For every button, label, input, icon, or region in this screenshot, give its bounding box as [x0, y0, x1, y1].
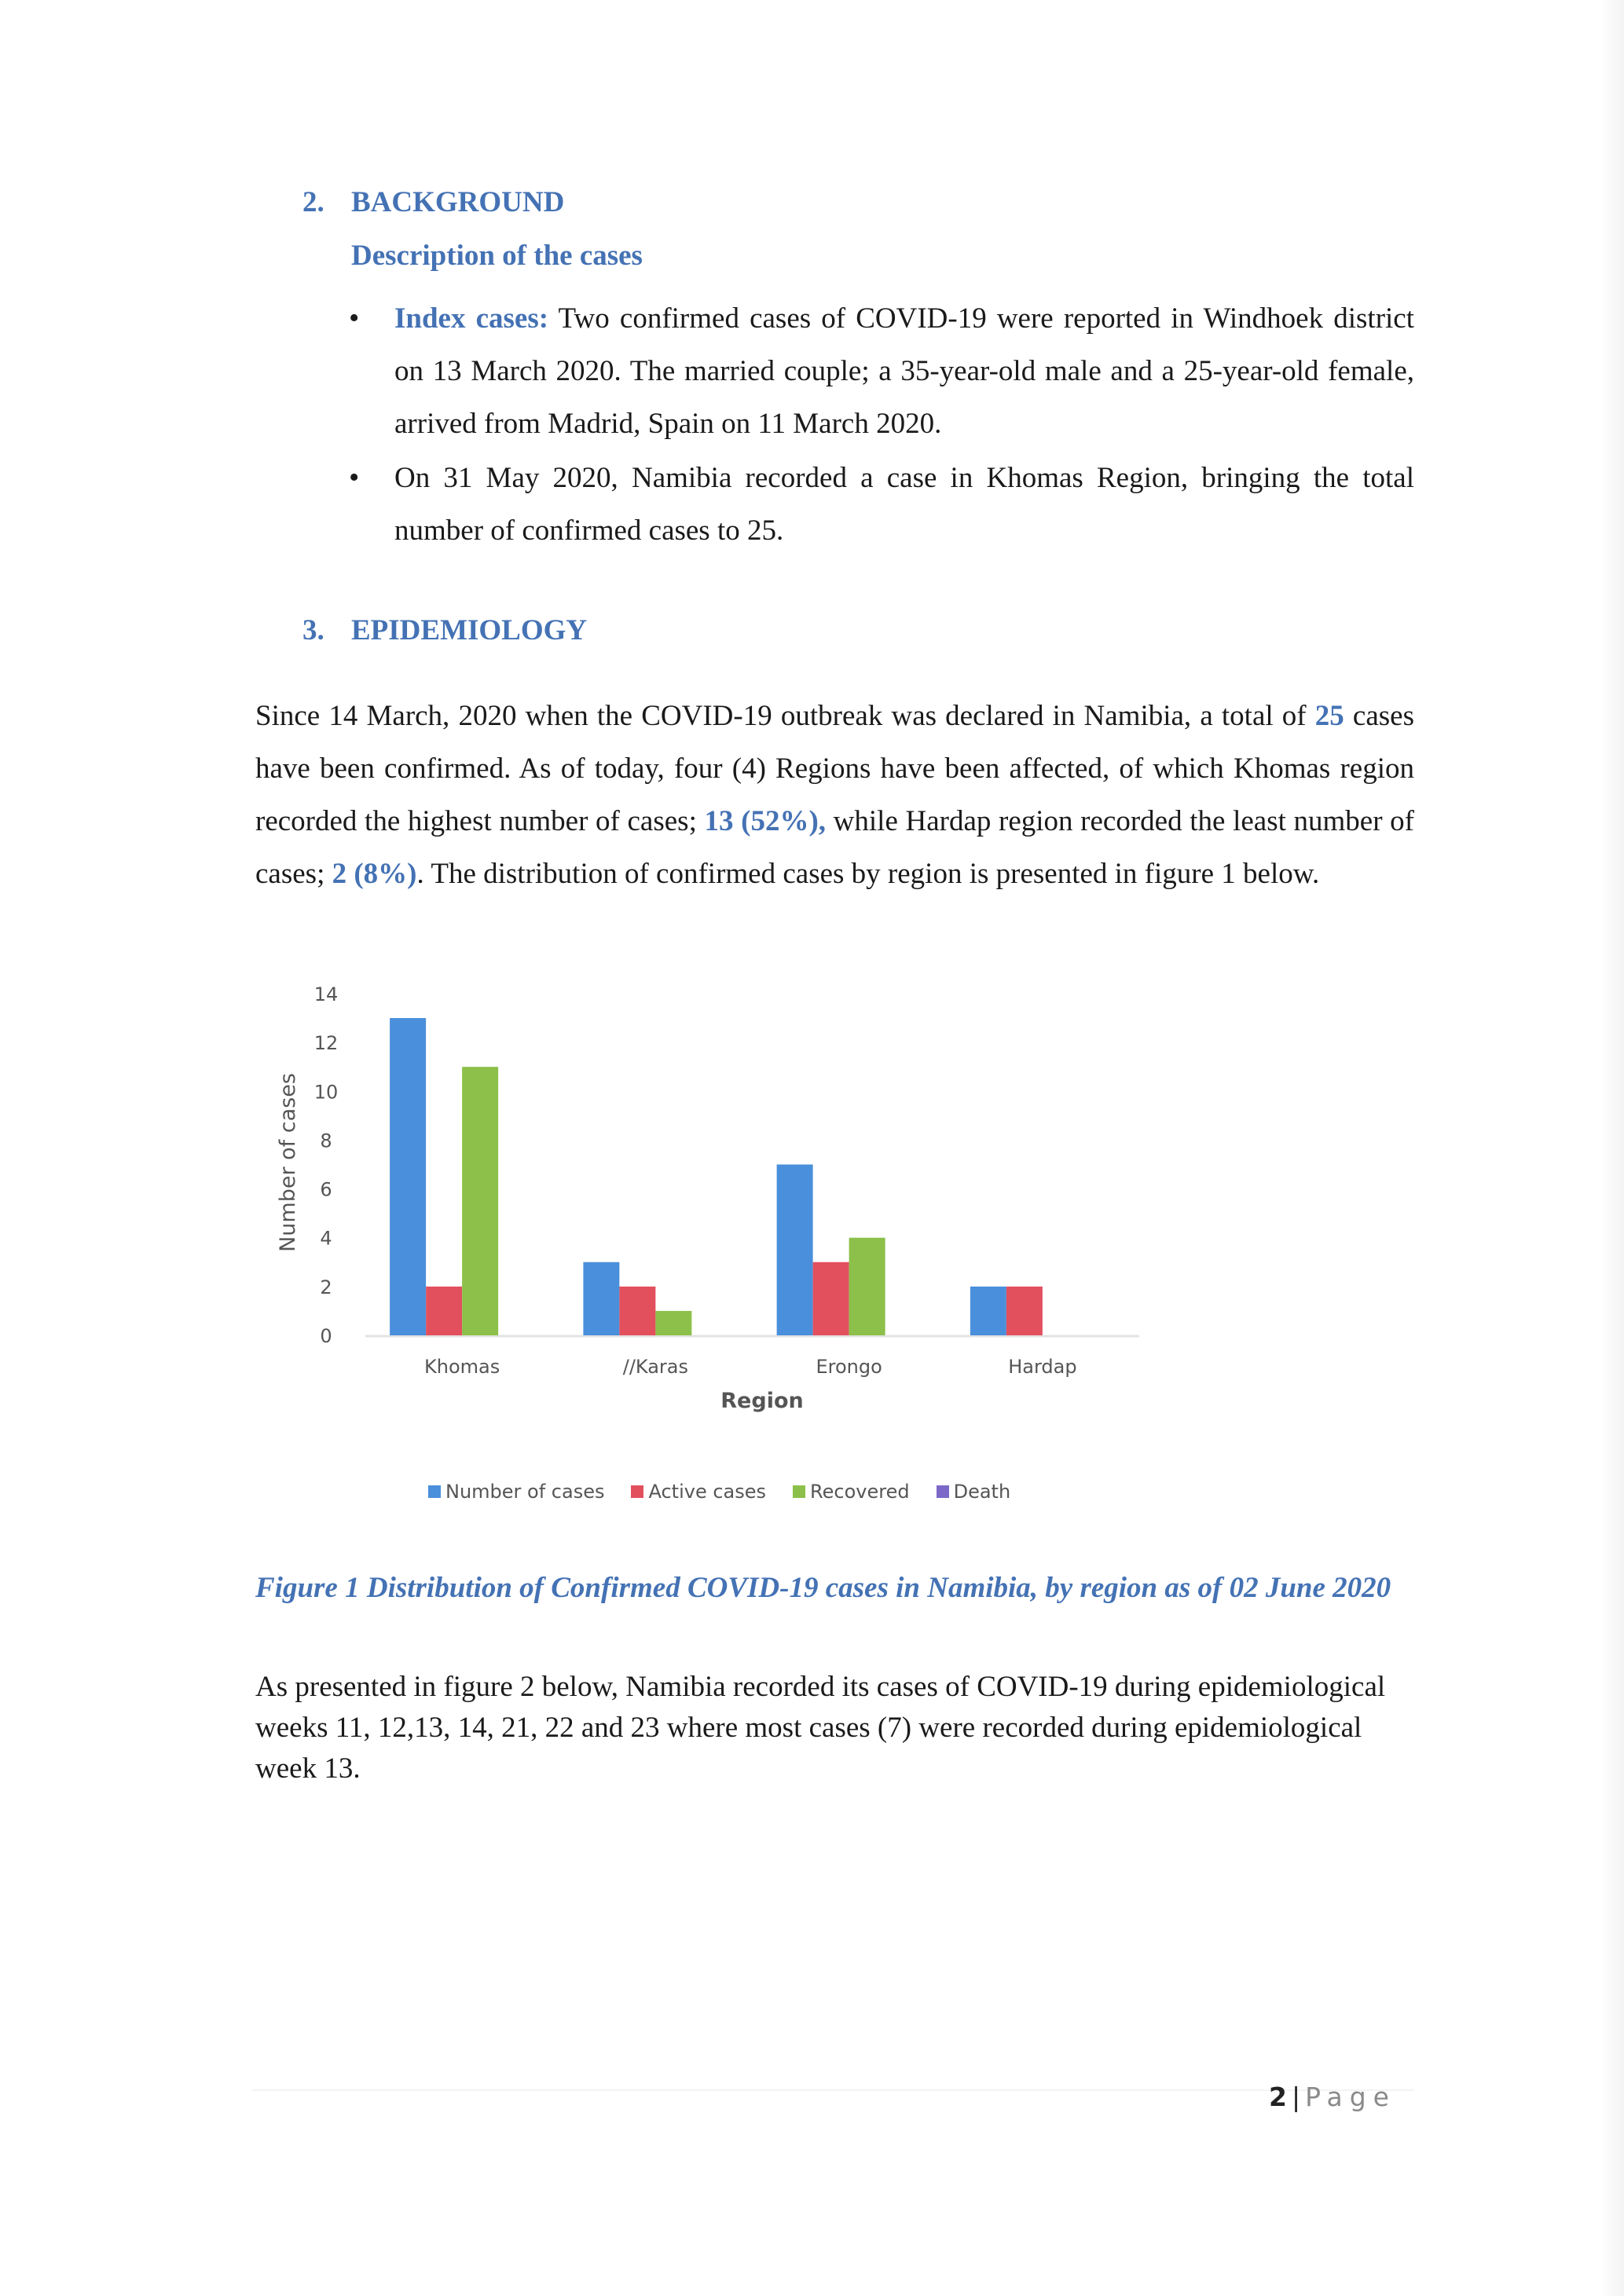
bullet-text: Two confirmed cases of COVID-19 were reported in Windhoek district on 13 March 2020. The married couple; a 35-year-old male and a 25-year-old female, arrived from Madrid, Spain on 11 March 2020. — [394, 302, 1414, 440]
chart-legend — [428, 1481, 1010, 1503]
legend-item — [428, 1481, 604, 1503]
text-run: cases have been confirmed. As of today, four (4) Regions have been affected, of which Khomas region recorded the highest number of cases; — [255, 700, 1414, 837]
y-tick-label: 0 — [320, 1325, 332, 1347]
legend-swatch — [428, 1485, 441, 1498]
y-tick-label: 6 — [320, 1178, 332, 1201]
bar-chart-svg — [259, 966, 1202, 1532]
legend-item — [937, 1481, 1011, 1503]
x-axis-ticks — [424, 1356, 1077, 1378]
legend-swatch — [793, 1485, 805, 1498]
y-tick-label: 4 — [320, 1227, 332, 1250]
bullet-text: On 31 May 2020, Namibia recorded a case in Khomas Region, bringing the total number of confirmed cases to 25. — [394, 462, 1414, 547]
y-tick-label: 14 — [313, 983, 339, 1005]
background-bullet-list — [346, 292, 1414, 557]
page-number-footer — [1269, 2082, 1396, 2112]
x-axis-label: Region — [720, 1389, 804, 1413]
x-tick-label: Erongo — [816, 1356, 882, 1378]
x-tick-label: Khomas — [424, 1356, 500, 1378]
figure-1-chart — [259, 966, 1202, 1532]
bar-recovered-khomas — [462, 1067, 498, 1335]
x-tick-label: Hardap — [1008, 1356, 1077, 1378]
text-run: Since 14 March, 2020 when the COVID-19 outbreak was declared in Namibia, a total of — [255, 700, 1315, 732]
text-run: . The distribution of confirmed cases by region is presented in figure 1 below. — [416, 858, 1320, 890]
legend-item — [793, 1481, 910, 1503]
section-heading-background — [302, 185, 564, 219]
legend-label: Recovered — [810, 1481, 910, 1503]
subheading-description: Description of the cases — [351, 240, 643, 272]
bar-recovered-erongo — [849, 1238, 885, 1335]
legend-label: Active cases — [648, 1481, 767, 1503]
section-heading-epidemiology — [302, 613, 587, 647]
bar-number-of-cases-erongo — [777, 1165, 813, 1336]
figure-caption: Figure 1 Distribution of Confirmed COVID-19 cases in Namibia, by region as of 02 June 2020 — [255, 1572, 1391, 1604]
y-axis-ticks — [314, 983, 339, 1347]
page-number: 2 — [1269, 2082, 1287, 2112]
page-label: Page — [1305, 2082, 1396, 2112]
bullet-item-index-cases — [346, 292, 1414, 450]
bar-active-cases-hardap — [1006, 1287, 1043, 1335]
y-tick-label: 10 — [313, 1081, 339, 1104]
y-tick-label: 12 — [313, 1032, 339, 1055]
section-number: 2. — [302, 186, 324, 218]
bars-group — [390, 1018, 1043, 1335]
bullet-item-may-case — [346, 452, 1414, 557]
legend-swatch — [937, 1485, 949, 1498]
bullet-lead: Index cases: — [394, 302, 549, 335]
page-edge-shadow — [1600, 0, 1624, 2296]
legend-label: Number of cases — [445, 1481, 605, 1503]
legend-item — [631, 1481, 766, 1503]
epidemiology-paragraph — [255, 690, 1414, 900]
section-title: BACKGROUND — [351, 186, 565, 218]
highlight-khomas-cases: 13 (52%), — [704, 805, 827, 837]
text-run: while Hardap region recorded the least number of cases; — [255, 805, 1414, 890]
section-number: 3. — [302, 614, 324, 646]
bar-active-cases-erongo — [813, 1262, 849, 1335]
y-axis-label: Number of cases — [276, 1073, 300, 1252]
y-tick-label: 8 — [320, 1130, 332, 1152]
bar-active-cases-khomas — [426, 1287, 462, 1335]
section-title: EPIDEMIOLOGY — [351, 614, 588, 646]
footer-divider — [251, 2089, 1414, 2091]
highlight-hardap-cases: 2 (8%) — [332, 858, 417, 890]
page-separator: | — [1291, 2082, 1301, 2112]
bar-active-cases-karas — [619, 1287, 655, 1335]
bar-number-of-cases-hardap — [970, 1287, 1006, 1335]
legend-swatch — [631, 1485, 643, 1498]
bar-recovered-karas — [655, 1311, 691, 1335]
y-tick-label: 2 — [320, 1276, 332, 1298]
bar-number-of-cases-karas — [583, 1262, 619, 1335]
legend-label: Death — [953, 1481, 1011, 1503]
closing-paragraph: As presented in figure 2 below, Namibia recorded its cases of COVID-19 during epidemiological weeks 11, 12,13, 14, 21, 22 and 23 where most cases (7) were recorded during epidemiological week 13. — [255, 1671, 1386, 1785]
bar-number-of-cases-khomas — [390, 1018, 426, 1335]
x-tick-label: //Karas — [622, 1356, 689, 1378]
highlight-total-cases: 25 — [1314, 700, 1344, 732]
